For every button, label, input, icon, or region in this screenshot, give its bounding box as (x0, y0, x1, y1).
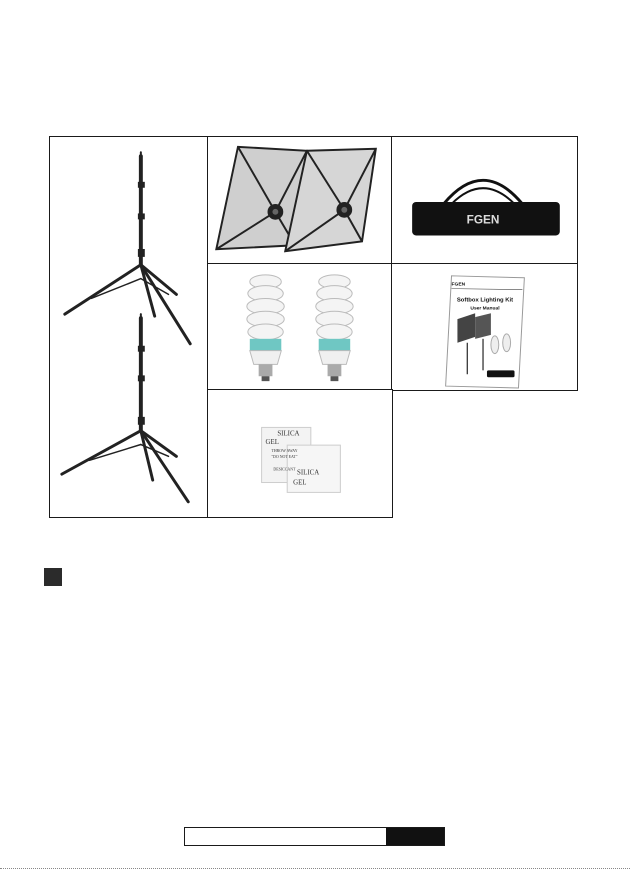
section-marker-square (44, 568, 62, 586)
silica-line-6: SILICA (297, 469, 320, 477)
carry-bag-cell (391, 136, 578, 265)
silica-line-1: SILICA (277, 430, 300, 438)
footer-bar (184, 827, 445, 846)
silica-line-3: THROW AWAY (271, 448, 298, 454)
package-contents-grid (49, 136, 578, 518)
user-manual-cell (391, 263, 578, 391)
footer-bar-fill (386, 828, 444, 845)
manual-title: Softbox Lighting Kit (456, 297, 514, 304)
silica-gel-cell (207, 389, 393, 518)
light-stands-cell (49, 136, 209, 518)
bottom-rule (0, 868, 630, 869)
softboxes-cell (207, 136, 393, 265)
silica-line-2: GEL (265, 439, 279, 447)
silica-gel-icon (208, 390, 392, 517)
manual-brand-text: FGEN (451, 282, 466, 288)
user-manual-icon (392, 264, 577, 390)
light-stand-icon (50, 137, 208, 517)
bulbs-cell (207, 263, 393, 391)
silica-line-5: DESICCANT (273, 466, 296, 472)
softbox-icon (208, 137, 392, 264)
carry-bag-icon (392, 137, 577, 264)
cfl-bulb-icon (208, 264, 392, 390)
silica-line-7: GEL (293, 479, 307, 487)
manual-subtitle: User Manual (470, 306, 500, 312)
bag-brand-text: FGEN (466, 212, 500, 227)
silica-line-4: "DO NOT EAT" (271, 453, 298, 459)
